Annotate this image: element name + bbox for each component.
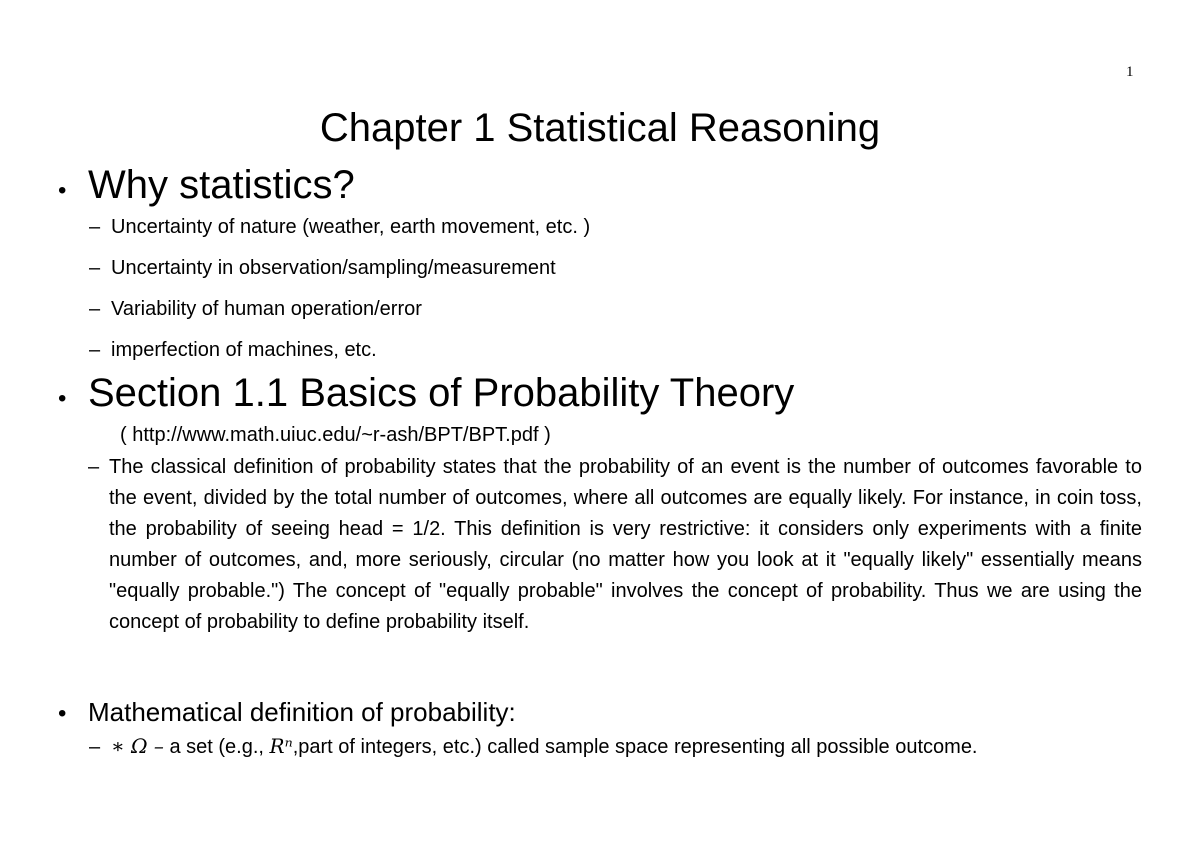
bullet-icon: • [58,177,67,204]
page-number: 1 [1126,64,1134,80]
paragraph-text: The classical definition of probability states that the probability of an event is the number of outcomes favorable to the event, divided by the total number of outcomes, where all outcomes are equally likely. For instance, in coin toss, the probability of seeing head = 1/2. This definition is very restrictive: it considers only experiments with a finite number of outcomes, and, more seriously, circular (no matter how you look at it "equally likely" essentially means "equally probable.") The concept of "equally probable" involves the concept of probability. Thus we are using the concept of probability to define probability itself. [109,456,1142,633]
dash-icon: – [89,339,101,361]
list-item [89,257,556,280]
list-item-text-end: ,part of integers, etc.) called sample space representing all possible outcome. [292,736,978,758]
list-item-text: Uncertainty in observation/sampling/measurement [111,257,556,279]
list-item-text: Variability of human operation/error [111,298,422,320]
bullet-icon: • [58,385,67,412]
reference-url: ( http://www.math.uiuc.edu/~r-ash/BPT/BPT.pdf ) [120,424,551,446]
heading-why-statistics [58,163,355,208]
list-item-text: imperfection of machines, etc. [111,339,377,361]
dash-icon: – [89,216,101,238]
dash-icon: – [88,456,100,478]
heading-text: Section 1.1 Basics of Probability Theory [88,371,795,415]
list-item [89,216,590,239]
dash-icon: – [89,736,101,758]
classical-definition-paragraph [88,452,1142,638]
heading-section-1-1 [58,371,794,416]
bullet-icon: • [58,700,67,727]
dash-icon: – [89,257,101,279]
sample-space-item [89,734,978,759]
heading-text: Why statistics? [88,163,355,207]
heading-text: Mathematical definition of probability: [88,697,516,727]
heading-mathematical-definition [58,697,516,728]
list-item [89,298,422,321]
list-item-text: a set (e.g., [169,736,264,758]
dash-icon: – [89,298,101,320]
rn-symbol: Rⁿ [269,734,293,758]
omega-symbol: ∗ Ω – [111,734,164,758]
page-title: Chapter 1 Statistical Reasoning [319,106,881,150]
list-item-text: Uncertainty of nature (weather, earth movement, etc. ) [111,216,591,238]
list-item [89,339,377,362]
